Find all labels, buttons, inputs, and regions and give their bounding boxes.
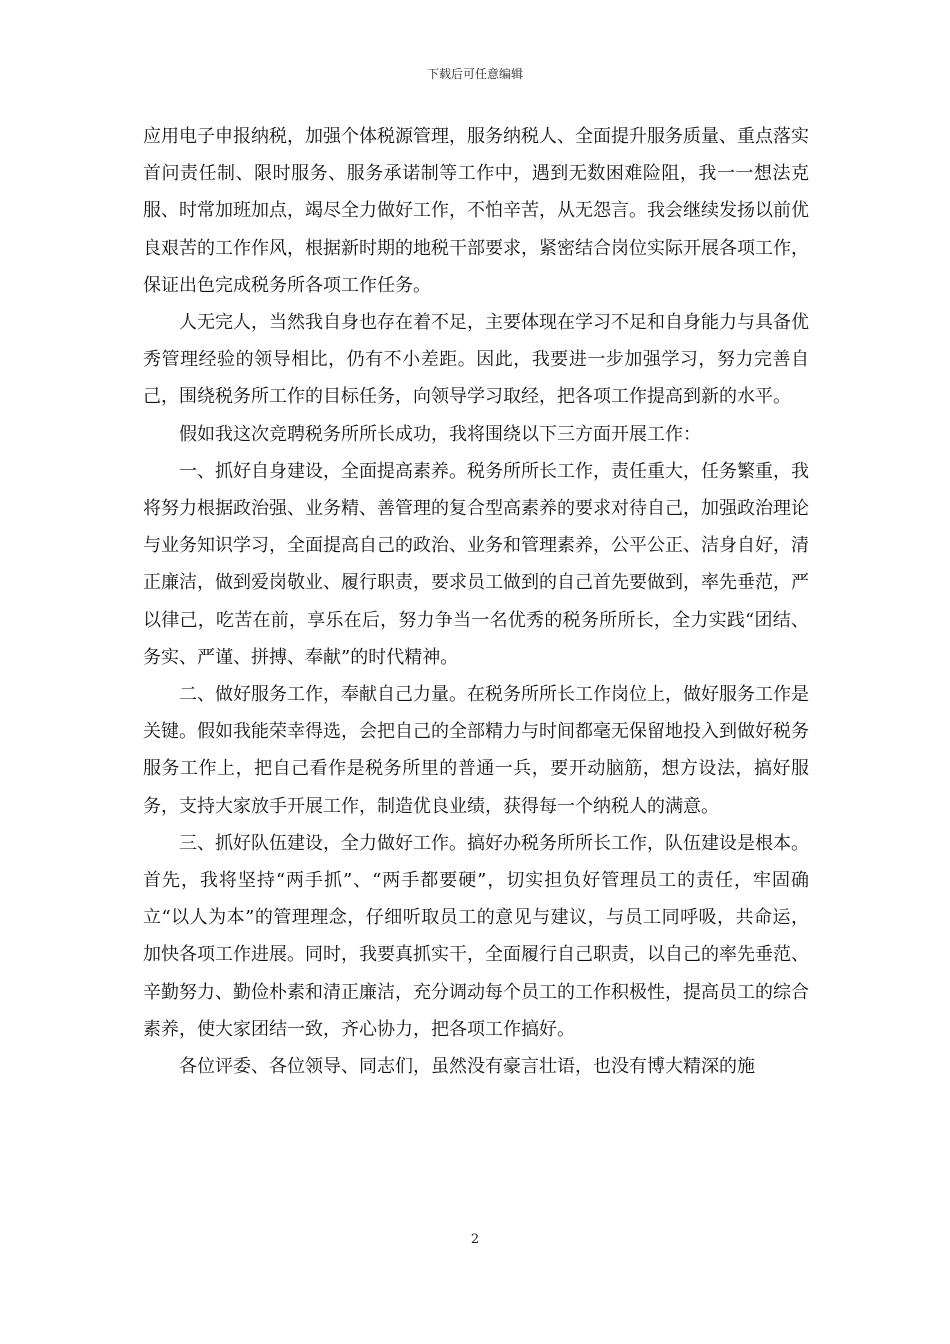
paragraph-1: 应用电子申报纳税，加强个体税源管理，服务纳税人、全面提升服务质量、重点落实首问责任制、限时服务、服务承诺制等工作中，遇到无数困难险阻，我一一想法克服、时常加班加点，竭尽全力做好工作，不怕辛苦，从无怨言。我会继续发扬以前优良艰苦的工作作风，根据新时期的地税干部要求，紧密结合岗位实际开展各项工作，保证出色完成税务所各项工作任务。: [143, 126, 809, 296]
paragraph-6: 三、抓好队伍建设，全力做好工作。搞好办税务所所长工作，队伍建设是根本。首先，我将坚持“两手抓”、“两手都要硬”，切实担负好管理员工的责任，牢固确立“以人为本”的管理理念，仔细听取员工的意见与建议，与员工同呼吸，共命运，加快各项工作进展。同时，我要真抓实干，全面履行自己职责，以自己的率先垂范、辛勤努力、勤俭朴素和清正廉洁，充分调动每个员工的工作积极性，提高员工的综合素养，使大家团结一致，齐心协力，把各项工作搞好。: [143, 832, 809, 1040]
paragraph-7: 各位评委、各位领导、同志们，虽然没有豪言壮语，也没有博大精深的施: [179, 1056, 755, 1078]
document-body: [143, 118, 809, 1085]
page-header: 下载后可任意编辑: [426, 67, 523, 81]
paragraph-5: 二、做好服务工作，奉献自己力量。在税务所所长工作岗位上，做好服务工作是关键。假如我能荣幸得选，会把自己的全部精力与时间都毫无保留地投入到做好税务服务工作上，把自己看作是税务所里的普通一兵，要开动脑筋，想方设法，搞好服务，支持大家放手开展工作，制造优良业绩，获得每一个纳税人的满意。: [143, 684, 809, 817]
paragraph-3: 假如我这次竞聘税务所所长成功，我将围绕以下三方面开展工作：: [179, 423, 701, 445]
paragraph-4: 一、抓好自身建设，全面提高素养。税务所所长工作，责任重大，任务繁重，我将努力根据政治强、业务精、善管理的复合型高素养的要求对待自己，加强政治理论与业务知识学习，全面提高自己的政治、业务和管理素养，公平公正、洁身自好，清正廉洁，做到爱岗敬业、履行职责，要求员工做到的自己首先要做到，率先垂范，严以律己，吃苦在前，享乐在后，努力争当一名优秀的税务所所长，全力实践“团结、务实、严谨、拼搏、奉献”的时代精神。: [143, 460, 809, 668]
page-number: 2: [470, 1232, 480, 1247]
paragraph-2: 人无完人，当然我自身也存在着不足，主要体现在学习不足和自身能力与具备优秀管理经验的领导相比，仍有不小差距。因此，我要进一步加强学习，努力完善自己，围绕税务所工作的目标任务，向领导学习取经，把各项工作提高到新的水平。: [143, 312, 809, 408]
